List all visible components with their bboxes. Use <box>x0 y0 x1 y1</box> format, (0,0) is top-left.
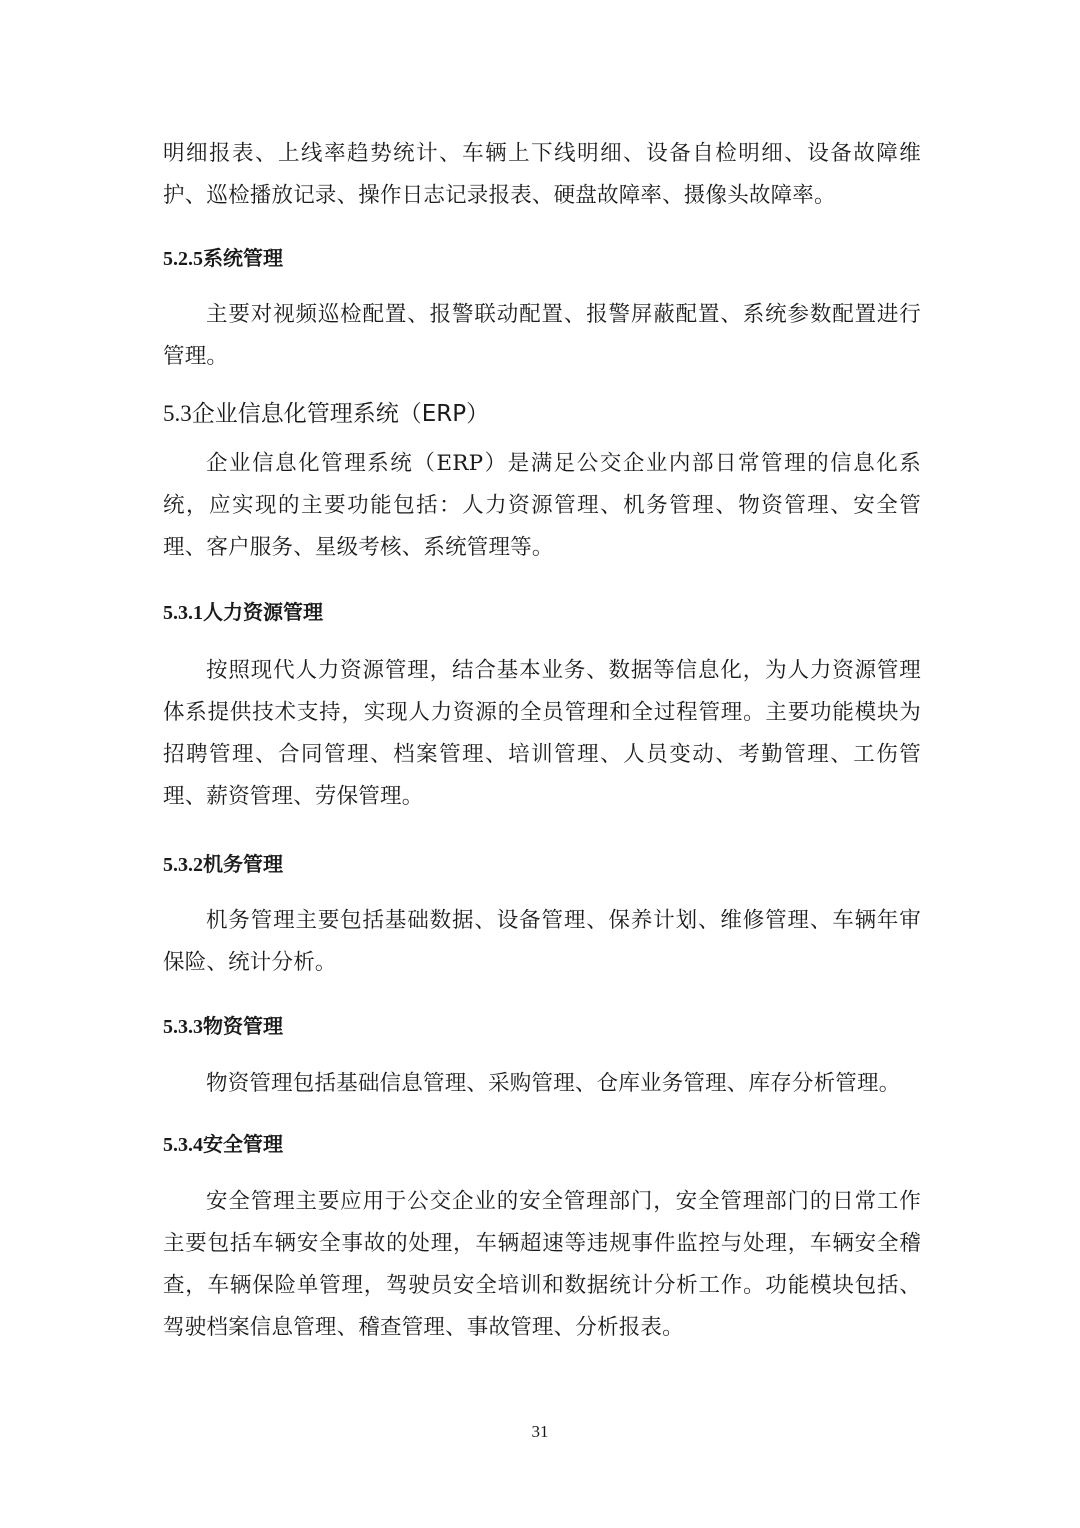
heading-title: 物资管理 <box>203 1014 283 1038</box>
heading-title: 企业信息化管理系统（ERP） <box>191 401 490 427</box>
heading-number: 5.3.1 <box>163 602 203 624</box>
heading-number: 5.3.3 <box>163 1016 203 1038</box>
heading-5-3-3 <box>163 1011 283 1042</box>
paragraph-5-3-2: 机务管理主要包括基础数据、设备管理、保养计划、维修管理、车辆年审保险、统计分析。 <box>163 908 921 975</box>
paragraph-5-2-5: 主要对视频巡检配置、报警联动配置、报警屏蔽配置、系统参数配置进行管理。 <box>163 302 921 369</box>
heading-title: 系统管理 <box>203 246 283 270</box>
paragraph-continued: 明细报表、上线率趋势统计、车辆上下线明细、设备自检明细、设备故障维护、巡检播放记录、操作日志记录报表、硬盘故障率、摄像头故障率。 <box>163 141 921 208</box>
heading-5-3-4 <box>163 1129 283 1160</box>
paragraph-5-3-1: 按照现代人力资源管理，结合基本业务、数据等信息化，为人力资源管理体系提供技术支持，实现人力资源的全员管理和全过程管理。主要功能模块为招聘管理、合同管理、档案管理、培训管理、人员变动、考勤管理、工伤管理、薪资管理、劳保管理。 <box>163 658 921 809</box>
page-number: 31 <box>531 1422 549 1441</box>
heading-5-3-2 <box>163 849 283 880</box>
paragraph-5-3-4: 安全管理主要应用于公交企业的安全管理部门，安全管理部门的日常工作主要包括车辆安全事故的处理，车辆超速等违规事件监控与处理，车辆安全稽查，车辆保险单管理，驾驶员安全培训和数据统计分析工作。功能模块包括、驾驶档案信息管理、稽查管理、事故管理、分析报表。 <box>163 1189 921 1340</box>
heading-number: 5.3.4 <box>163 1134 203 1156</box>
heading-5-3-1 <box>163 597 323 628</box>
heading-title: 人力资源管理 <box>203 600 323 624</box>
heading-title: 机务管理 <box>203 852 283 876</box>
heading-number: 5.3 <box>163 401 192 426</box>
paragraph-5-3-3: 物资管理包括基础信息管理、采购管理、仓库业务管理、库存分析管理。 <box>206 1071 901 1096</box>
heading-title: 安全管理 <box>203 1132 283 1156</box>
heading-number: 5.3.2 <box>163 854 203 876</box>
paragraph-5-3: 企业信息化管理系统（ERP）是满足公交企业内部日常管理的信息化系统，应实现的主要功能包括：人力资源管理、机务管理、物资管理、安全管理、客户服务、星级考核、系统管理等。 <box>163 451 921 560</box>
heading-5-3 <box>163 397 489 431</box>
heading-5-2-5 <box>163 243 283 274</box>
heading-number: 5.2.5 <box>163 248 203 270</box>
